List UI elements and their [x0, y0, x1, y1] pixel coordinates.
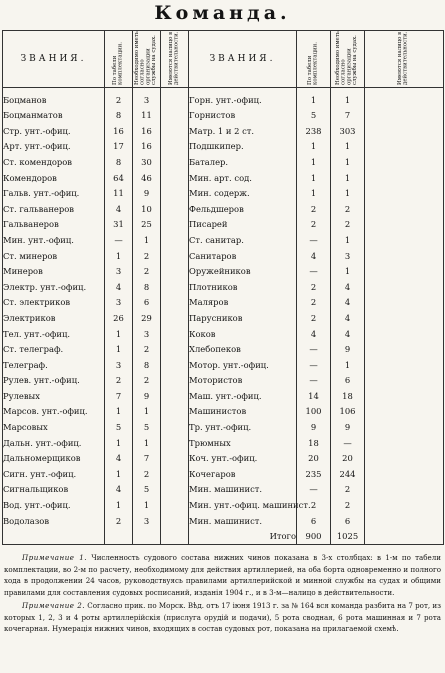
- header-col-c-left: Имеются налицо в действительности.: [161, 31, 189, 88]
- table-row: [3, 404, 444, 420]
- rank-name: Фельдшеров: [189, 203, 244, 214]
- value-required: 8: [133, 279, 161, 295]
- value-by-table: 8: [105, 154, 133, 170]
- value-actual: [365, 123, 444, 139]
- value-by-table: 11: [105, 186, 133, 202]
- rank-name: Санитаров: [189, 250, 237, 261]
- table-row: [3, 388, 444, 404]
- value-required: 30: [133, 154, 161, 170]
- value-by-table: 4: [297, 248, 331, 264]
- header-col-b-left: Необходимо иметь согласно организации службы на судах.: [133, 31, 161, 88]
- notes: [4, 552, 441, 637]
- value-by-table: 2: [297, 497, 331, 513]
- value-by-table: —: [297, 357, 331, 373]
- total-by-table: 900: [297, 529, 331, 545]
- value-actual: [161, 451, 189, 467]
- value-required: 16: [133, 123, 161, 139]
- rank-name: Марсовых: [3, 422, 48, 433]
- value-by-table: 100: [297, 404, 331, 420]
- rank-name: Электриков: [3, 312, 56, 323]
- table-row: [3, 419, 444, 435]
- value-required: 1: [331, 186, 365, 202]
- value-actual: [365, 419, 444, 435]
- table-row: [3, 186, 444, 202]
- value-required: 1: [133, 497, 161, 513]
- value-actual: [161, 342, 189, 358]
- value-by-table: 17: [105, 139, 133, 155]
- rank-name: Комендоров: [3, 172, 57, 183]
- value-required: 303: [331, 123, 365, 139]
- value-required: 9: [331, 419, 365, 435]
- value-required: 1: [331, 170, 365, 186]
- value-by-table: 1: [105, 497, 133, 513]
- crew-table: [2, 30, 444, 545]
- value-actual: [365, 326, 444, 342]
- rank-name: Дальномерщиков: [3, 453, 81, 464]
- value-by-table: 31: [105, 217, 133, 233]
- value-actual: [365, 497, 444, 513]
- value-by-table: —: [297, 373, 331, 389]
- value-by-table: 3: [105, 295, 133, 311]
- value-required: 3: [133, 88, 161, 108]
- value-actual: [161, 419, 189, 435]
- blank-cell: [161, 529, 189, 545]
- rank-header-left: ЗВАНИЯ.: [3, 31, 105, 88]
- value-by-table: 1: [105, 466, 133, 482]
- value-by-table: 3: [105, 357, 133, 373]
- value-by-table: 4: [105, 201, 133, 217]
- rank-name: Рулев. унт.-офиц.: [3, 375, 80, 386]
- value-actual: [365, 264, 444, 280]
- table-row: [3, 357, 444, 373]
- value-actual: [161, 154, 189, 170]
- value-required: 18: [331, 388, 365, 404]
- value-by-table: 18: [297, 435, 331, 451]
- value-by-table: 4: [105, 279, 133, 295]
- value-by-table: 14: [297, 388, 331, 404]
- value-by-table: 20: [297, 451, 331, 467]
- rank-name: Трюмных: [189, 437, 231, 448]
- value-by-table: 5: [297, 108, 331, 124]
- value-by-table: 1: [297, 186, 331, 202]
- value-actual: [161, 264, 189, 280]
- value-by-table: 16: [105, 123, 133, 139]
- rank-name: Тел. унт.-офиц.: [3, 328, 71, 339]
- value-actual: [365, 186, 444, 202]
- value-required: 8: [133, 357, 161, 373]
- page-title: Команда.: [154, 2, 291, 24]
- rank-name: Оружейников: [189, 266, 251, 277]
- header-col-b-right: Необходимо иметь согласно организации службы на судах.: [331, 31, 365, 88]
- value-actual: [365, 357, 444, 373]
- value-required: 106: [331, 404, 365, 420]
- value-by-table: 3: [105, 264, 133, 280]
- value-actual: [161, 248, 189, 264]
- value-actual: [161, 295, 189, 311]
- value-by-table: 1: [297, 154, 331, 170]
- value-required: 9: [133, 388, 161, 404]
- total-label: Итого: [189, 529, 297, 545]
- value-required: 2: [133, 466, 161, 482]
- header-col-c-right: Имеются налицо в действительности.: [365, 31, 444, 88]
- value-by-table: —: [297, 482, 331, 498]
- rank-name: Сигн. унт.-офиц.: [3, 468, 77, 479]
- value-by-table: 1: [297, 170, 331, 186]
- value-required: 4: [331, 310, 365, 326]
- value-by-table: 4: [105, 482, 133, 498]
- value-actual: [161, 466, 189, 482]
- value-required: 9: [133, 186, 161, 202]
- table-row: [3, 264, 444, 280]
- value-actual: [161, 139, 189, 155]
- value-actual: [161, 357, 189, 373]
- rank-name: Боцманов: [3, 94, 47, 105]
- rank-name: Коков: [189, 328, 216, 339]
- table-row: [3, 373, 444, 389]
- value-required: 7: [331, 108, 365, 124]
- table-row: [3, 279, 444, 295]
- value-actual: [161, 497, 189, 513]
- value-actual: [365, 373, 444, 389]
- header-col-a-right: По табели комплектации.: [297, 31, 331, 88]
- note-2: Примечание 2. Согласно прик. по Морск. Вѣд. отъ 17 іюня 1913 г. за № 164 вся команда разбита на 7 рот, из которых 1, 2, 3 и 4 роты артиллерійскія (прислуга орудій и подачи), 5 рота сводная, 6 рота машинная и 7 рота кочегарная. Нумерація нижних чинов, входящих в состав судовых рот, показана на прилагаемой схемѣ.: [4, 601, 441, 633]
- value-actual: [365, 482, 444, 498]
- value-by-table: 1: [297, 139, 331, 155]
- value-actual: [365, 466, 444, 482]
- value-actual: [365, 388, 444, 404]
- value-actual: [161, 108, 189, 124]
- value-required: 3: [133, 513, 161, 529]
- value-by-table: 2: [297, 201, 331, 217]
- value-by-table: 1: [105, 435, 133, 451]
- value-required: 1: [331, 139, 365, 155]
- value-actual: [161, 482, 189, 498]
- value-actual: [161, 279, 189, 295]
- rank-name: Ст. минеров: [3, 250, 58, 261]
- value-by-table: 235: [297, 466, 331, 482]
- value-required: 4: [331, 279, 365, 295]
- rank-name: Матр. 1 и 2 ст.: [189, 125, 255, 136]
- value-by-table: 26: [105, 310, 133, 326]
- value-required: 2: [331, 201, 365, 217]
- value-required: 20: [331, 451, 365, 467]
- value-required: 1: [331, 357, 365, 373]
- value-required: 3: [331, 248, 365, 264]
- value-by-table: 2: [297, 295, 331, 311]
- header-col-a-left: По табели комплектации.: [105, 31, 133, 88]
- value-required: —: [331, 435, 365, 451]
- value-actual: [365, 342, 444, 358]
- blank-cell: [105, 529, 133, 545]
- rank-name: Горн. унт.-офиц.: [189, 94, 262, 105]
- value-required: 2: [133, 342, 161, 358]
- rank-name: Мин. машинист.: [189, 484, 263, 495]
- table-row: [3, 248, 444, 264]
- table-row: [3, 108, 444, 124]
- value-actual: [161, 186, 189, 202]
- rank-name: Кочегаров: [189, 468, 236, 479]
- rank-name: Боцманматов: [3, 110, 63, 121]
- value-actual: [365, 139, 444, 155]
- value-actual: [161, 404, 189, 420]
- value-required: 4: [331, 295, 365, 311]
- table-row: [3, 170, 444, 186]
- rank-name: Марсов. унт.-офиц.: [3, 406, 88, 417]
- value-actual: [365, 170, 444, 186]
- rank-name: Ст. электриков: [3, 297, 71, 308]
- value-actual: [161, 170, 189, 186]
- note-1: Примечание 1. Численность судового состава нижних чинов показана в 3-х столбцах: в 1-м по табели комплектации, во 2-м по расчету, необходимому для действия артиллерией, на оба борта одновременно и полного хода в продолжении 24 часов, руководствуясь правилами артиллерийской и минной службы на судах и общими правилами для составления судовых росписаний, изданія 1904 г., и в 3-м—налицо в действительности.: [4, 553, 441, 597]
- value-required: 1: [133, 232, 161, 248]
- value-actual: [365, 451, 444, 467]
- value-by-table: 1: [105, 342, 133, 358]
- value-by-table: 8: [105, 108, 133, 124]
- rank-name: Мотористов: [189, 375, 243, 386]
- value-required: 2: [133, 373, 161, 389]
- value-required: 29: [133, 310, 161, 326]
- value-by-table: 64: [105, 170, 133, 186]
- value-required: 1: [331, 264, 365, 280]
- value-required: 25: [133, 217, 161, 233]
- rank-name: Ст. санитар.: [189, 234, 244, 245]
- value-actual: [161, 217, 189, 233]
- rank-name: Тр. унт.-офиц.: [189, 422, 252, 433]
- value-required: 2: [331, 482, 365, 498]
- value-actual: [365, 435, 444, 451]
- table-row: [3, 451, 444, 467]
- value-required: 16: [133, 139, 161, 155]
- value-actual: [161, 513, 189, 529]
- value-by-table: 7: [105, 388, 133, 404]
- value-actual: [365, 513, 444, 529]
- value-required: 2: [331, 217, 365, 233]
- rank-name: Писарей: [189, 219, 228, 230]
- rank-name: Телеграф.: [3, 359, 48, 370]
- rank-name: Электр. унт.-офиц.: [3, 281, 87, 292]
- table-row: [3, 466, 444, 482]
- rank-name: Подшкипер.: [189, 141, 244, 152]
- value-by-table: 1: [105, 404, 133, 420]
- table-header: [3, 31, 444, 88]
- value-by-table: 5: [105, 419, 133, 435]
- rank-name: Рулевых: [3, 390, 40, 401]
- value-actual: [365, 201, 444, 217]
- value-actual: [365, 404, 444, 420]
- rank-name: Хлебопеков: [189, 344, 241, 355]
- value-by-table: 2: [105, 513, 133, 529]
- value-by-table: 2: [105, 373, 133, 389]
- value-required: 2: [331, 497, 365, 513]
- table-row: [3, 435, 444, 451]
- rank-name: Мин. содерж.: [189, 188, 250, 199]
- value-by-table: 6: [297, 513, 331, 529]
- value-required: 6: [133, 295, 161, 311]
- value-required: 5: [133, 482, 161, 498]
- table-row: [3, 123, 444, 139]
- value-by-table: 9: [297, 419, 331, 435]
- rank-name: Ст. комендоров: [3, 156, 73, 167]
- table-row: [3, 295, 444, 311]
- rank-name: Коч. унт.-офиц.: [189, 453, 258, 464]
- value-actual: [365, 232, 444, 248]
- table-row: [3, 88, 444, 108]
- value-actual: [161, 435, 189, 451]
- value-by-table: 2: [297, 279, 331, 295]
- value-actual: [365, 279, 444, 295]
- value-actual: [365, 154, 444, 170]
- rank-name: Минеров: [3, 266, 43, 277]
- value-by-table: 2: [297, 310, 331, 326]
- value-actual: [161, 310, 189, 326]
- value-actual: [161, 232, 189, 248]
- value-required: 1: [331, 88, 365, 108]
- blank-cell: [133, 529, 161, 545]
- value-required: 9: [331, 342, 365, 358]
- value-by-table: 238: [297, 123, 331, 139]
- value-required: 1: [331, 232, 365, 248]
- value-actual: [161, 88, 189, 108]
- value-actual: [365, 295, 444, 311]
- rank-name: Арт. унт.-офиц.: [3, 141, 71, 152]
- value-actual: [161, 388, 189, 404]
- rank-name: Дальн. унт.-офиц.: [3, 437, 82, 448]
- value-by-table: —: [297, 264, 331, 280]
- table-row: [3, 310, 444, 326]
- rank-header-right: ЗВАНИЯ.: [189, 31, 297, 88]
- rank-name: Парусников: [189, 312, 243, 323]
- rank-name: Вод. унт.-офиц.: [3, 500, 71, 511]
- value-actual: [161, 123, 189, 139]
- value-required: 1: [331, 154, 365, 170]
- rank-name: Водолазов: [3, 515, 50, 526]
- value-required: 11: [133, 108, 161, 124]
- total-actual: [365, 529, 444, 545]
- value-actual: [161, 373, 189, 389]
- rank-name: Мин. арт. сод.: [189, 172, 252, 183]
- value-actual: [365, 108, 444, 124]
- table-row: [3, 232, 444, 248]
- table-row: [3, 154, 444, 170]
- value-by-table: 2: [105, 88, 133, 108]
- value-required: 6: [331, 373, 365, 389]
- value-actual: [365, 248, 444, 264]
- rank-name: Ст. гальванеров: [3, 203, 74, 214]
- rank-name: Мин. унт.-офиц. машинист.: [189, 500, 311, 511]
- value-by-table: 1: [105, 326, 133, 342]
- table-row: [3, 326, 444, 342]
- value-required: 1: [133, 435, 161, 451]
- rank-name: Баталер.: [189, 156, 229, 167]
- value-required: 244: [331, 466, 365, 482]
- rank-name: Гальванеров: [3, 219, 59, 230]
- table-row: [3, 482, 444, 498]
- value-required: 7: [133, 451, 161, 467]
- rank-name: Мин. унт.-офиц.: [3, 234, 74, 245]
- value-required: 2: [133, 264, 161, 280]
- table-row: [3, 201, 444, 217]
- value-by-table: 1: [105, 248, 133, 264]
- rank-name: Горнистов: [189, 110, 236, 121]
- blank-cell: [3, 529, 105, 545]
- rank-name: Гальв. унт.-офиц.: [3, 188, 80, 199]
- table-row: [3, 342, 444, 358]
- value-required: 4: [331, 326, 365, 342]
- table-row: [3, 513, 444, 529]
- rank-name: Мотор. унт.-офиц.: [189, 359, 269, 370]
- value-required: 10: [133, 201, 161, 217]
- value-by-table: 2: [297, 217, 331, 233]
- value-required: 5: [133, 419, 161, 435]
- value-required: 6: [331, 513, 365, 529]
- value-by-table: —: [297, 342, 331, 358]
- rank-name: Мин. машинист.: [189, 515, 263, 526]
- rank-name: Сигнальщиков: [3, 484, 69, 495]
- rank-name: Стр. унт.-офиц.: [3, 125, 71, 136]
- value-required: 46: [133, 170, 161, 186]
- rank-name: Плотников: [189, 281, 238, 292]
- rank-name: Маш. унт.-офиц.: [189, 390, 262, 401]
- value-by-table: 4: [297, 326, 331, 342]
- value-by-table: —: [105, 232, 133, 248]
- value-by-table: 4: [105, 451, 133, 467]
- table-row: [3, 139, 444, 155]
- table-row: [3, 217, 444, 233]
- value-required: 1: [133, 404, 161, 420]
- value-by-table: —: [297, 232, 331, 248]
- value-actual: [365, 217, 444, 233]
- value-by-table: 1: [297, 88, 331, 108]
- value-required: 3: [133, 326, 161, 342]
- table-row: [3, 497, 444, 513]
- rank-name: Маляров: [189, 297, 229, 308]
- rank-name: Ст. телеграф.: [3, 344, 64, 355]
- total-required: 1025: [331, 529, 365, 545]
- total-row: [3, 529, 444, 545]
- value-actual: [161, 201, 189, 217]
- value-actual: [365, 88, 444, 108]
- rank-name: Машинистов: [189, 406, 247, 417]
- value-actual: [161, 326, 189, 342]
- value-actual: [365, 310, 444, 326]
- value-required: 2: [133, 248, 161, 264]
